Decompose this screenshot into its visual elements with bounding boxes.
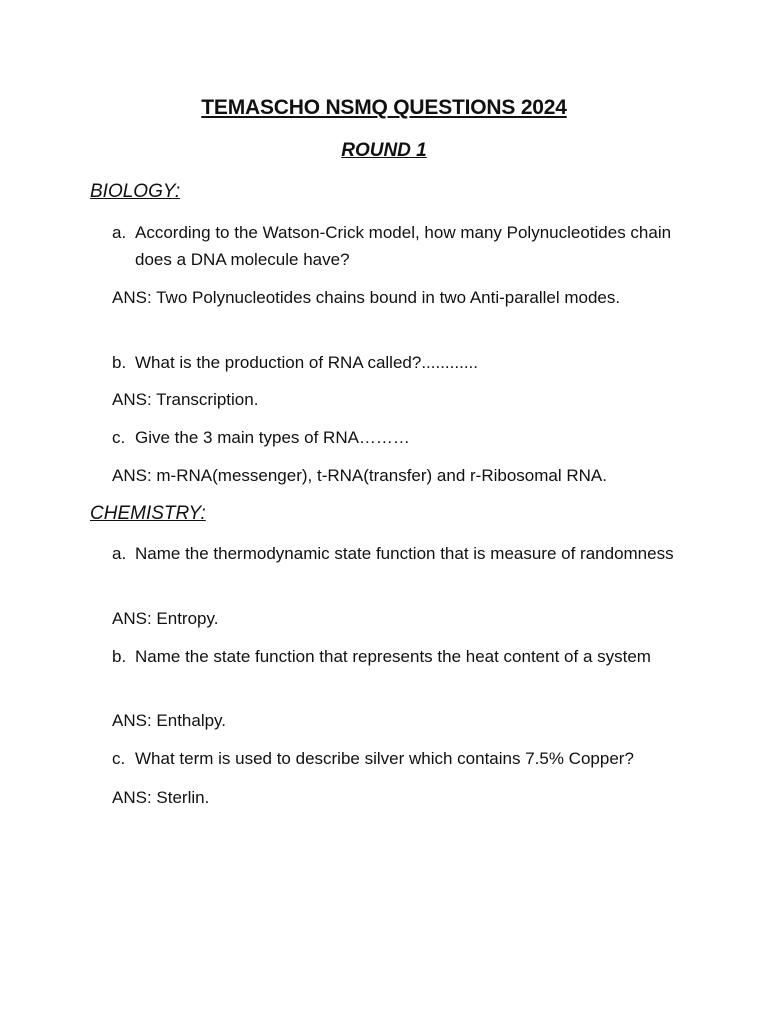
question-marker: b. <box>112 647 127 666</box>
question-text: Name the state function that represents the heat content of a system <box>135 647 651 666</box>
question-text: Name the thermodynamic state function that is measure of randomness <box>135 544 674 563</box>
answer-text: ANS: Enthalpy. <box>112 711 227 730</box>
question-marker: c. <box>112 749 126 768</box>
question-marker: b. <box>112 353 127 372</box>
section-heading-chemistry: CHEMISTRY: <box>90 503 206 524</box>
question-item <box>112 219 692 273</box>
question-item <box>112 424 692 451</box>
question-text: Give the 3 main types of RNA……… <box>135 428 410 447</box>
answer-text: ANS: Transcription. <box>112 390 259 409</box>
answer-text: ANS: Two Polynucleotides chains bound in two Anti-parallel modes. <box>112 288 621 307</box>
question-marker: a. <box>112 223 127 242</box>
section-heading-biology: BIOLOGY: <box>90 181 181 202</box>
round-heading: ROUND 1 <box>341 140 427 161</box>
question-item <box>112 643 692 670</box>
question-item <box>112 745 712 772</box>
question-item <box>112 540 692 567</box>
question-text: What is the production of RNA called?............ <box>135 353 478 372</box>
question-text: What term is used to describe silver which contains 7.5% Copper? <box>135 749 634 768</box>
answer-text: ANS: Sterlin. <box>112 788 210 807</box>
question-item <box>112 349 692 376</box>
question-marker: c. <box>112 428 126 447</box>
answer-text: ANS: m-RNA(messenger), t-RNA(transfer) and r-Ribosomal RNA. <box>112 466 607 485</box>
question-marker: a. <box>112 544 127 563</box>
document-title: TEMASCHO NSMQ QUESTIONS 2024 <box>201 96 567 119</box>
question-text: According to the Watson-Crick model, how many Polynucleotides chain does a DNA molecule have? <box>135 223 672 269</box>
answer-text: ANS: Entropy. <box>112 609 219 628</box>
